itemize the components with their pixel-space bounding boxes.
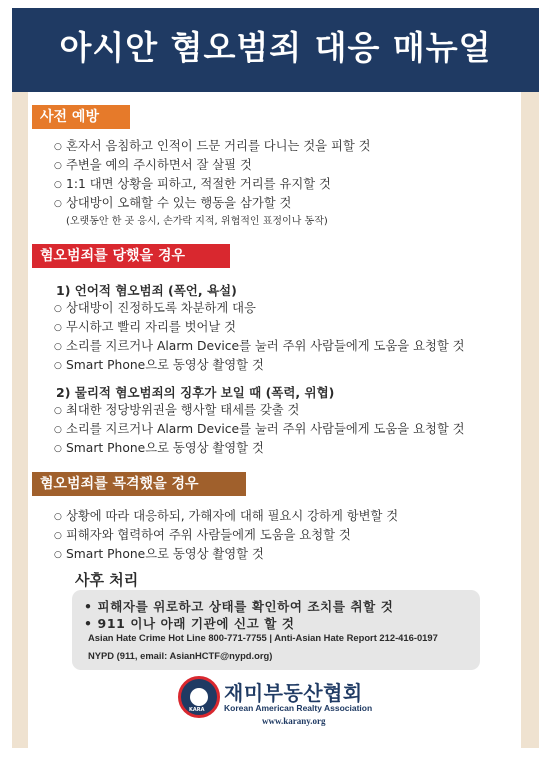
prevention-list — [54, 137, 370, 231]
verbal-list — [54, 299, 465, 375]
org-website[interactable]: www.karany.org — [262, 716, 326, 726]
list-item: ○ Smart Phone으로 동영상 촬영할 것 — [54, 356, 465, 375]
circle-bullet-icon: ○ — [54, 512, 62, 522]
org-name-english: Korean American Realty Association — [224, 703, 373, 713]
list-item: ○ 최대한 정당방위권을 행사할 태세를 갖출 것 — [54, 401, 465, 420]
circle-bullet-icon: ○ — [54, 304, 62, 314]
list-item: ○ 1:1 대면 상황을 피하고, 적절한 거리를 유지할 것 — [54, 175, 370, 194]
circle-bullet-icon: ○ — [54, 406, 62, 416]
circle-bullet-icon: ○ — [54, 361, 62, 371]
logo-emblem-icon — [190, 688, 208, 706]
list-item: ○ 피해자와 협력하여 주위 사람들에게 도움을 요청할 것 — [54, 526, 398, 545]
after-handling-title: 사후 처리 — [75, 571, 139, 589]
list-item: ○ Smart Phone으로 동영상 촬영할 것 — [54, 439, 465, 458]
circle-bullet-icon: ○ — [54, 444, 62, 454]
physical-list — [54, 401, 465, 458]
hotline-text: Asian Hate Crime Hot Line 800-771-7755 | Anti-Asian Hate Report 212-416-0197 — [88, 632, 438, 643]
victim-badge: 혐오범죄를 당했을 경우 — [32, 244, 230, 268]
after-line-1: • 피해자를 위로하고 상태를 확인하여 조치를 취할 것 — [84, 599, 394, 614]
circle-bullet-icon: ○ — [54, 161, 62, 171]
list-item: ○ 상대방이 진정하도록 차분하게 대응 — [54, 299, 465, 318]
list-item: ○ 소리를 지르거나 Alarm Device를 눌러 주위 사람들에게 도움을 요청할 것 — [54, 420, 465, 439]
witness-badge: 혐오범죄를 목격했을 경우 — [32, 472, 246, 496]
list-item: ○ 무시하고 빨리 자리를 벗어날 것 — [54, 318, 465, 337]
circle-bullet-icon: ○ — [54, 531, 62, 541]
kara-logo — [178, 676, 220, 718]
org-name-korean: 재미부동산협회 — [224, 681, 363, 705]
physical-crime-title: 2) 물리적 혐오범죄의 징후가 보일 때 (폭력, 위협) — [56, 385, 335, 400]
verbal-crime-title: 1) 언어적 혐오범죄 (폭언, 욕설) — [56, 283, 237, 298]
list-item: ○ 상황에 따라 대응하되, 가해자에 대해 필요시 강하게 항변할 것 — [54, 507, 398, 526]
list-item: ○ 상대방이 오해할 수 있는 행동을 삼가할 것 — [54, 194, 370, 213]
circle-bullet-icon: ○ — [54, 180, 62, 190]
after-line-2: • 911 이나 아래 기관에 신고 할 것 — [84, 616, 295, 631]
nypd-text: NYPD (911, email: AsianHCTF@nypd.org) — [88, 650, 273, 661]
circle-bullet-icon: ○ — [54, 550, 62, 560]
list-item: ○ 소리를 지르거나 Alarm Device를 눌러 주위 사람들에게 도움을 요청할 것 — [54, 337, 465, 356]
list-item: ○ 혼자서 음침하고 인적이 드문 거리를 다니는 것을 피할 것 — [54, 137, 370, 156]
page-title: 아시안 혐오범죄 대응 매뉴얼 — [59, 28, 492, 67]
circle-bullet-icon: ○ — [54, 142, 62, 152]
logo-text: KARA — [189, 707, 205, 713]
circle-bullet-icon: ○ — [54, 425, 62, 435]
circle-bullet-icon: ○ — [54, 323, 62, 333]
list-item: ○ Smart Phone으로 동영상 촬영할 것 — [54, 545, 398, 564]
prevention-note: (오랫동안 한 곳 응시, 손가락 지적, 위협적인 표정이나 동작) — [66, 216, 328, 227]
circle-bullet-icon: ○ — [54, 342, 62, 352]
witness-list — [54, 507, 398, 564]
circle-bullet-icon: ○ — [54, 199, 62, 209]
list-item: ○ 주변을 예의 주시하면서 잘 살필 것 — [54, 156, 370, 175]
prevention-badge: 사전 예방 — [32, 105, 130, 129]
